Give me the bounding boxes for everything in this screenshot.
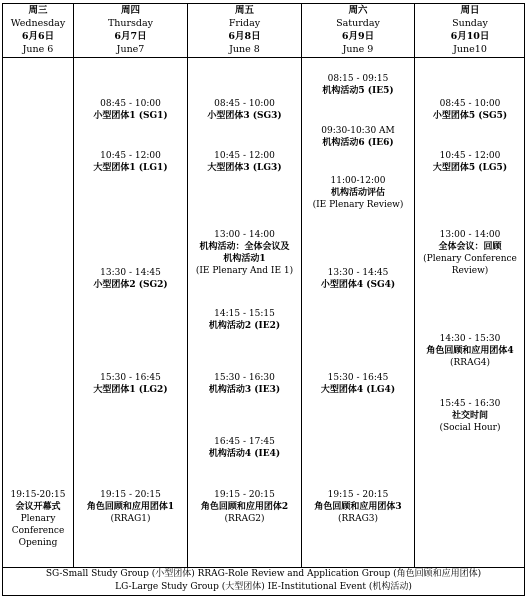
event-lg3: [188, 150, 301, 174]
day-name-en: Thursday: [107, 18, 154, 29]
event-title: 机构活动3 (IE3): [208, 385, 281, 395]
event-title: 小型团体2 (SG2): [93, 280, 168, 290]
event-time: 10:45 - 12:00: [214, 151, 275, 161]
day-date-cn: 6月6日: [21, 31, 55, 42]
legend: [2, 567, 525, 594]
event-time: 15:30 - 16:45: [100, 373, 161, 383]
column-friday: [188, 3, 301, 568]
event-lg2: [74, 372, 187, 396]
event-title: 会议开幕式: [15, 502, 61, 512]
event-detail: Plenary: [20, 514, 56, 524]
event-title: 小型团体3 (SG3): [207, 111, 282, 121]
event-detail: (IE Plenary And IE 1): [195, 266, 294, 276]
event-title: 角色回顾和应用团体4: [426, 346, 514, 356]
event-detail: (RRAG1): [110, 514, 151, 524]
event-title: 角色回顾和应用团体2: [200, 502, 289, 512]
event-sg1: [74, 98, 187, 122]
event-time: 19:15 - 20:15: [100, 490, 161, 500]
day-name-cn: 周四: [120, 5, 140, 16]
column-thursday: [74, 3, 187, 568]
day-name-cn: 周六: [348, 5, 368, 16]
event-time: 10:45 - 12:00: [100, 151, 161, 161]
day-name-cn: 周五: [234, 5, 254, 16]
event-rrag1: [74, 489, 187, 525]
event-lg4: [302, 372, 414, 396]
event-time: 11:00-12:00: [330, 176, 386, 186]
event-ie4: [188, 436, 301, 460]
event-detail: (RRAG4): [450, 358, 490, 368]
event-time: 10:45 - 12:00: [439, 151, 501, 161]
day-header: [415, 3, 525, 58]
day-name-cn: 周三: [28, 5, 48, 16]
event-title: 角色回顾和应用团体1: [86, 502, 175, 512]
event-detail: (Plenary Conference: [423, 254, 517, 264]
day-name-cn: 周日: [460, 5, 480, 16]
event-title: 机构活动2 (IE2): [208, 321, 281, 331]
event-time: 16:45 - 17:45: [214, 437, 275, 447]
event-time: 15:45 - 16:30: [439, 399, 501, 409]
event-ie-review: [302, 175, 414, 211]
event-ie-plenary: [188, 229, 301, 277]
day-header: [188, 3, 301, 58]
day-date-cn: 6月9日: [341, 31, 375, 42]
day-name-en: Saturday: [336, 18, 380, 29]
day-header: [302, 3, 414, 58]
event-detail: Review): [451, 266, 489, 276]
day-date-en: June 9: [342, 44, 374, 55]
event-rrag3: [302, 489, 414, 525]
event-title: 社交时间: [451, 411, 488, 421]
day-date-en: June 6: [22, 44, 54, 55]
event-title: 机构活动5 (IE5): [322, 86, 394, 96]
event-lg1: [74, 150, 187, 174]
event-lg5: [415, 150, 525, 174]
day-header: [3, 3, 73, 58]
event-opening: [3, 489, 73, 549]
event-rrag2: [188, 489, 301, 525]
event-time: 19:15 - 20:15: [214, 490, 275, 500]
column-wednesday: [3, 3, 73, 568]
event-detail: (RRAG3): [338, 514, 378, 524]
event-title-cont: 机构活动1: [223, 254, 266, 264]
column-saturday: [302, 3, 414, 568]
event-title: 大型团体1 (LG2): [93, 385, 168, 395]
event-time: 08:15 - 09:15: [327, 74, 389, 84]
day-date-en: June7: [116, 44, 145, 55]
event-time: 13:30 - 14:45: [327, 268, 389, 278]
legend-line: SG-Small Study Group (小型团体) RRAG-Role Review and Application Group (角色回顾和应用团体): [45, 569, 482, 579]
event-plenary-review: [415, 229, 525, 277]
event-time: 08:45 - 10:00: [214, 99, 275, 109]
event-time: 13:00 - 14:00: [214, 230, 275, 240]
column-sunday: [415, 3, 525, 568]
event-detail: Conference: [11, 526, 65, 536]
event-time: 13:00 - 14:00: [439, 230, 501, 240]
event-detail: (RRAG2): [224, 514, 265, 524]
event-time: 09:30-10:30 AM: [321, 126, 395, 136]
event-title: 大型团体1 (LG1): [93, 163, 168, 173]
event-ie5: [302, 73, 414, 97]
event-time: 13:30 - 14:45: [100, 268, 161, 278]
event-title: 全体会议：回顾: [438, 242, 502, 252]
event-title: 大型团体4 (LG4): [320, 385, 396, 395]
day-name-en: Friday: [228, 18, 261, 29]
event-detail: Opening: [18, 538, 58, 548]
event-sg4: [302, 267, 414, 291]
day-date-en: June10: [453, 44, 487, 55]
event-detail: (Social Hour): [439, 423, 501, 433]
day-name-en: Wednesday: [10, 18, 66, 29]
event-time: 19:15 - 20:15: [327, 490, 389, 500]
day-name-en: Sunday: [452, 18, 488, 29]
day-date-cn: 6月7日: [114, 31, 147, 42]
event-time: 08:45 - 10:00: [439, 99, 501, 109]
event-title: 机构活动6 (IE6): [322, 138, 394, 148]
event-title: 机构活动：全体会议及: [199, 242, 290, 252]
day-header: [74, 3, 187, 58]
event-time: 15:30 - 16:30: [214, 373, 275, 383]
event-title: 机构活动4 (IE4): [208, 449, 281, 459]
event-time: 15:30 - 16:45: [327, 373, 389, 383]
event-social-hour: [415, 398, 525, 434]
day-date-en: June 8: [229, 44, 260, 55]
event-time: 08:45 - 10:00: [100, 99, 161, 109]
event-sg2: [74, 267, 187, 291]
event-title: 小型团体4 (SG4): [320, 280, 396, 290]
event-ie2: [188, 308, 301, 332]
event-detail: (IE Plenary Review): [312, 200, 404, 210]
event-title: 小型团体5 (SG5): [432, 111, 508, 121]
event-time: 19:15-20:15: [10, 490, 66, 500]
event-title: 小型团体1 (SG1): [93, 111, 168, 121]
event-title: 机构活动评估: [330, 188, 385, 198]
event-rrag4: [415, 333, 525, 369]
event-title: 角色回顾和应用团体3: [314, 502, 402, 512]
event-title: 大型团体3 (LG3): [207, 163, 282, 173]
legend-line: LG-Large Study Group (大型团体) IE-Institutional Event (机构活动): [115, 582, 412, 592]
event-title: 大型团体5 (LG5): [432, 163, 508, 173]
event-time: 14:30 - 15:30: [439, 334, 501, 344]
event-sg5: [415, 98, 525, 122]
day-date-cn: 6月10日: [450, 31, 490, 42]
event-time: 14:15 - 15:15: [214, 309, 275, 319]
event-ie6: [302, 125, 414, 149]
event-sg3: [188, 98, 301, 122]
event-ie3: [188, 372, 301, 396]
day-date-cn: 6月8日: [228, 31, 261, 42]
